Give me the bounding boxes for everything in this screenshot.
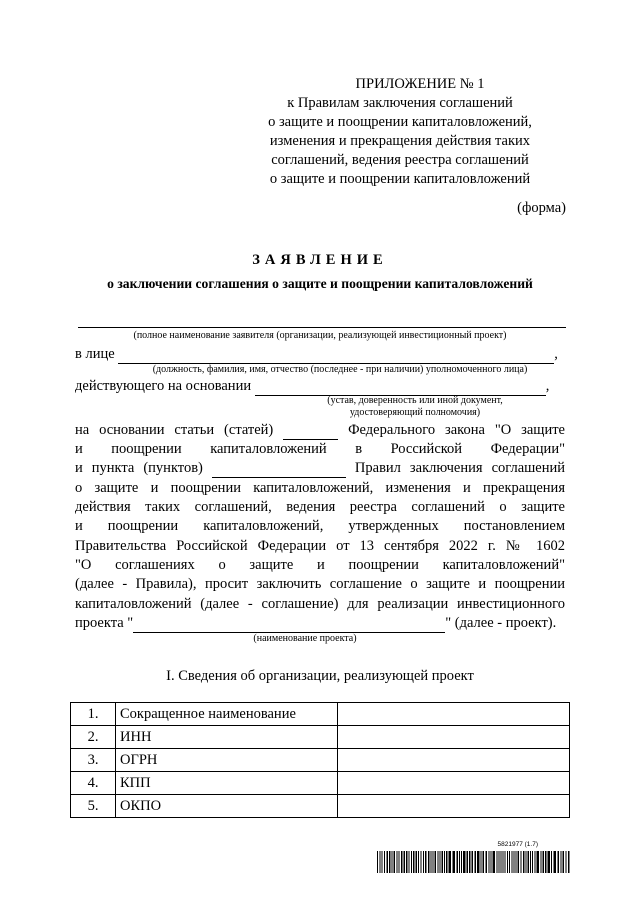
applicant-name-field[interactable]: [78, 327, 566, 328]
row-label: КПП: [116, 772, 338, 795]
organization-info-table: [70, 702, 570, 818]
row-value-cell[interactable]: [338, 795, 570, 818]
body-line: и поощрении капиталовложений, утвержденных постановлением: [75, 518, 565, 534]
row-label: ОКПО: [116, 795, 338, 818]
project-name-field[interactable]: [133, 617, 445, 633]
caption-line: удостоверяющий полномочия): [349, 407, 481, 418]
represented-by-label: в лице: [75, 346, 115, 362]
body-text: " (далее - проект).: [445, 615, 557, 631]
section-title: I. Сведения об организации, реализующей проект: [166, 668, 474, 684]
row-number: 2.: [71, 726, 116, 749]
body-text: и пункта (пунктов): [75, 460, 203, 476]
body-line: [75, 421, 565, 440]
representative-field[interactable]: [118, 348, 554, 364]
body-line: [75, 614, 565, 633]
row-value-cell[interactable]: [338, 772, 570, 795]
body-line: "О соглашениях о защите и поощрении капиталовложений": [75, 557, 565, 573]
document-subtitle: о заключении соглашения о защите и поощрении капиталовложений: [107, 276, 533, 291]
form-note: (форма): [517, 200, 566, 216]
row-number: 5.: [71, 795, 116, 818]
clause-number-field[interactable]: [212, 462, 346, 478]
table-row: [71, 703, 570, 726]
row-label: ИНН: [116, 726, 338, 749]
table-row: [71, 749, 570, 772]
article-number-field[interactable]: [283, 424, 338, 440]
body-text: Правил заключения соглашений: [354, 460, 566, 476]
body-text: Федерального закона "О защите: [348, 422, 565, 438]
caption-line: (устав, доверенность или иной документ,: [327, 395, 503, 406]
applicant-caption: (полное наименование заявителя (организации, реализующей инвестиционный проект): [133, 330, 507, 341]
row-value-cell[interactable]: [338, 703, 570, 726]
row-number: 3.: [71, 749, 116, 772]
document-title: ЗАЯВЛЕНИЕ: [252, 252, 388, 268]
body-line: [75, 459, 565, 478]
project-caption: (наименование проекта): [253, 633, 357, 644]
acting-basis-caption: [275, 395, 555, 419]
row-number: 4.: [71, 772, 116, 795]
body-line: капиталовложений (далее - соглашение) для реализации инвестиционного: [75, 596, 565, 612]
body-line: и поощрении капиталовложений в Российской Федерации": [75, 441, 565, 457]
acting-basis-row: [75, 377, 565, 396]
row-value-cell[interactable]: [338, 749, 570, 772]
row-label: Сокращенное наименование: [116, 703, 338, 726]
appendix-line: о защите и поощрении капиталовложений,: [268, 114, 532, 130]
barcode-image: [377, 851, 570, 873]
table-row: [71, 772, 570, 795]
body-text: на основании статьи (статей): [75, 422, 274, 438]
body-line: (далее - Правила), просит заключить соглашение о защите и поощрении: [75, 576, 565, 592]
body-line: действия таких соглашений, ведения реестра соглашений о защите: [75, 499, 565, 515]
table-row: [71, 726, 570, 749]
body-line: Правительства Российской Федерации от 13 сентября 2022 г. № 1602: [75, 538, 565, 554]
represented-by-row: [75, 345, 565, 364]
acting-basis-field[interactable]: [255, 380, 546, 396]
table-row: [71, 795, 570, 818]
body-line: о защите и поощрении капиталовложений, изменения и прекращения: [75, 480, 565, 496]
appendix-line: о защите и поощрении капиталовложений: [269, 171, 531, 187]
representative-caption: (должность, фамилия, имя, отчество (последнее - при наличии) уполномоченного лица): [152, 364, 528, 375]
row-value-cell[interactable]: [338, 726, 570, 749]
trailing-comma: ,: [554, 346, 558, 362]
appendix-line: к Правилам заключения соглашений: [287, 95, 513, 111]
trailing-comma: ,: [545, 378, 550, 394]
row-label: ОГРН: [116, 749, 338, 772]
acting-basis-label: действующего на основании: [75, 378, 252, 394]
appendix-line: соглашений, ведения реестра соглашений: [271, 152, 529, 168]
row-number: 1.: [71, 703, 116, 726]
body-text: проекта ": [75, 615, 134, 631]
document-code: 5821977 (1.7): [497, 841, 538, 848]
appendix-heading: ПРИЛОЖЕНИЕ № 1: [355, 76, 485, 92]
appendix-line: изменения и прекращения действия таких: [269, 133, 531, 149]
